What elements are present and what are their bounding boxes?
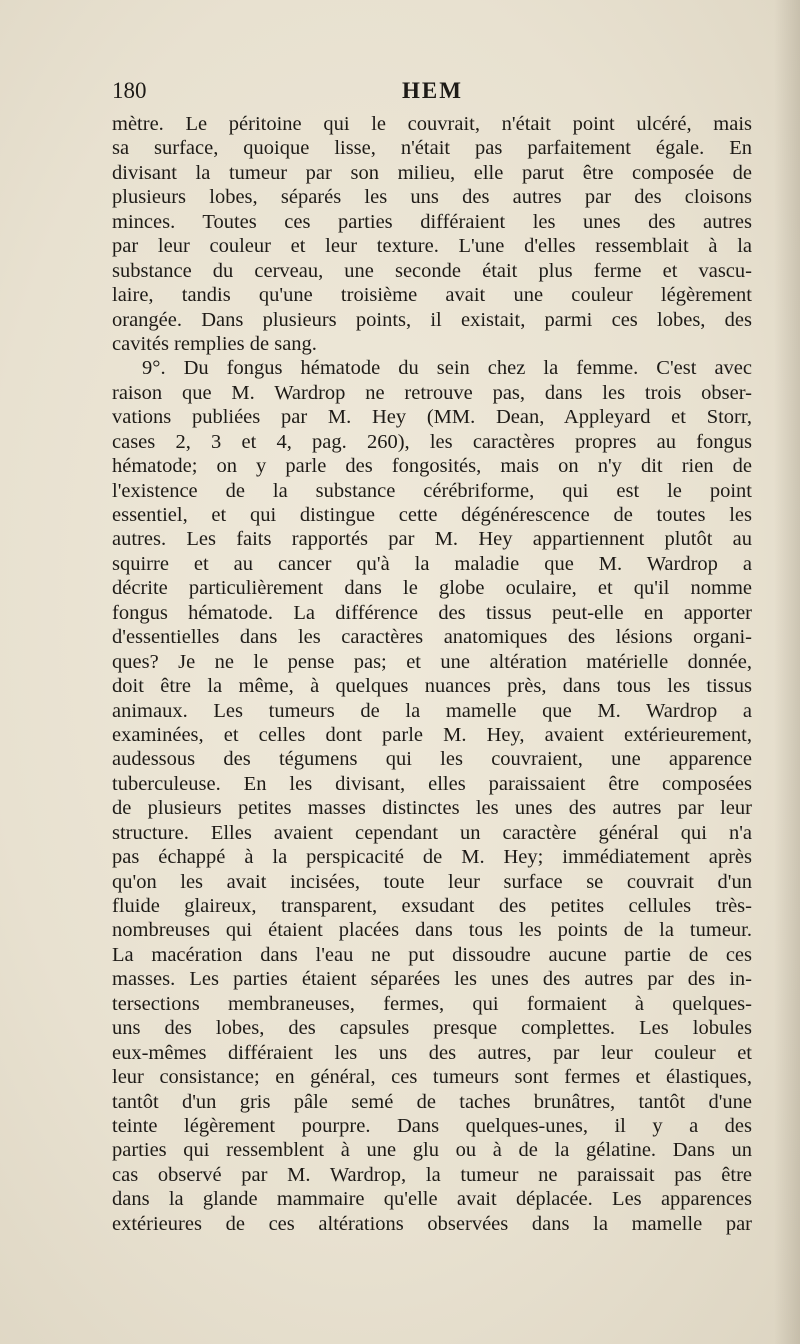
page-header (112, 76, 752, 106)
text-line: doit être la même, à quelques nuances près, dans tous les tissus (112, 675, 752, 698)
text-line: hématode; on y parle des fongosités, mais on n'y dit rien de (112, 455, 752, 478)
text-line: substance du cerveau, une seconde était plus ferme et vascu- (112, 259, 752, 282)
text-line: 9°. Du fongus hématode du sein chez la femme. C'est avec (142, 357, 752, 380)
text-line: décrite particulièrement dans le globe oculaire, et qu'il nomme (112, 577, 752, 600)
page-edge-shadow (774, 0, 800, 1344)
text-line: l'existence de la substance cérébriforme, qui est le point (112, 479, 752, 502)
text-line: plusieurs lobes, séparés les uns des autres par des cloisons (112, 186, 752, 209)
text-line: audessous des tégumens qui les couvraient, une apparence (112, 748, 752, 771)
text-line: pas échappé à la perspicacité de M. Hey; immédiatement après (112, 846, 752, 869)
text-line: autres. Les faits rapportés par M. Hey appartiennent plutôt au (112, 528, 752, 551)
text-line: d'essentielles dans les caractères anatomiques des lésions organi- (112, 626, 752, 649)
text-line: teinte légèrement pourpre. Dans quelques-unes, il y a des (112, 1114, 752, 1137)
text-line: mètre. Le péritoine qui le couvrait, n'était point ulcéré, mais (112, 113, 752, 135)
text-line: uns des lobes, des capsules presque complettes. Les lobules (112, 1017, 752, 1040)
text-line: par leur couleur et leur texture. L'une d'elles ressemblait à la (112, 235, 752, 258)
text-line: leur consistance; en général, ces tumeurs sont fermes et élastiques, (112, 1066, 752, 1089)
text-line: masses. Les parties étaient séparées les unes des autres par des in- (112, 968, 752, 991)
body-text (112, 112, 752, 1236)
text-line: extérieures de ces altérations observées dans la mamelle par (112, 1212, 752, 1235)
text-line: eux-mêmes différaient les uns des autres, par leur couleur et (112, 1041, 752, 1064)
text-line: dans la glande mammaire qu'elle avait déplacée. Les apparences (112, 1188, 752, 1211)
text-line: laire, tandis qu'une troisième avait une couleur légèrement (112, 284, 752, 307)
text-line: structure. Elles avaient cependant un caractère général qui n'a (112, 821, 752, 844)
text-line: tuberculeuse. En les divisant, elles paraissaient être composées (112, 772, 752, 795)
text-line: cavités remplies de sang. (112, 332, 317, 355)
text-line: essentiel, et qui distingue cette dégénérescence de toutes les (112, 504, 752, 526)
text-line: parties qui ressemblent à une glu ou à de la gélatine. Dans un (112, 1139, 752, 1162)
text-line: tersections membraneuses, fermes, qui formaient à quelques- (112, 992, 752, 1015)
text-line: vations publiées par M. Hey (MM. Dean, Appleyard et Storr, (112, 406, 752, 429)
text-line: tantôt d'un gris pâle semé de taches brunâtres, tantôt d'une (112, 1090, 752, 1113)
text-line: divisant la tumeur par son milieu, elle parut être composée de (112, 161, 752, 184)
text-line: orangée. Dans plusieurs points, il existait, parmi ces lobes, des (112, 308, 752, 331)
text-line: fongus hématode. La différence des tissus peut-elle en apporter (112, 601, 752, 624)
text-line: examinées, et celles dont parle M. Hey, avaient extérieurement, (112, 723, 752, 746)
text-line: cases 2, 3 et 4, pag. 260), les caractères propres au fongus (112, 430, 752, 453)
text-line: fluide glaireux, transparent, exsudant des petites cellules très- (112, 895, 752, 917)
text-line: nombreuses qui étaient placées dans tous les points de la tumeur. (112, 919, 752, 942)
text-line: sa surface, quoique lisse, n'était pas parfaitement égale. En (112, 137, 752, 160)
text-line: animaux. Les tumeurs de la mamelle que M. Wardrop a (112, 699, 752, 722)
text-line: La macération dans l'eau ne put dissoudre aucune partie de ces (112, 943, 752, 966)
text-line: de plusieurs petites masses distinctes les unes des autres par leur (112, 797, 752, 820)
page-number: 180 (112, 78, 147, 103)
text-line: raison que M. Wardrop ne retrouve pas, dans les trois obser- (112, 381, 752, 404)
text-line: ques? Je ne le pense pas; et une altération matérielle donnée, (112, 650, 752, 673)
text-line: squirre et au cancer qu'à la maladie que M. Wardrop a (112, 552, 752, 575)
running-head: HEM (402, 78, 463, 103)
text-line: minces. Toutes ces parties différaient les unes des autres (112, 210, 752, 233)
text-line: cas observé par M. Wardrop, la tumeur ne paraissait pas être (112, 1163, 752, 1186)
text-line: qu'on les avait incisées, toute leur surface se couvrait d'un (112, 870, 752, 893)
